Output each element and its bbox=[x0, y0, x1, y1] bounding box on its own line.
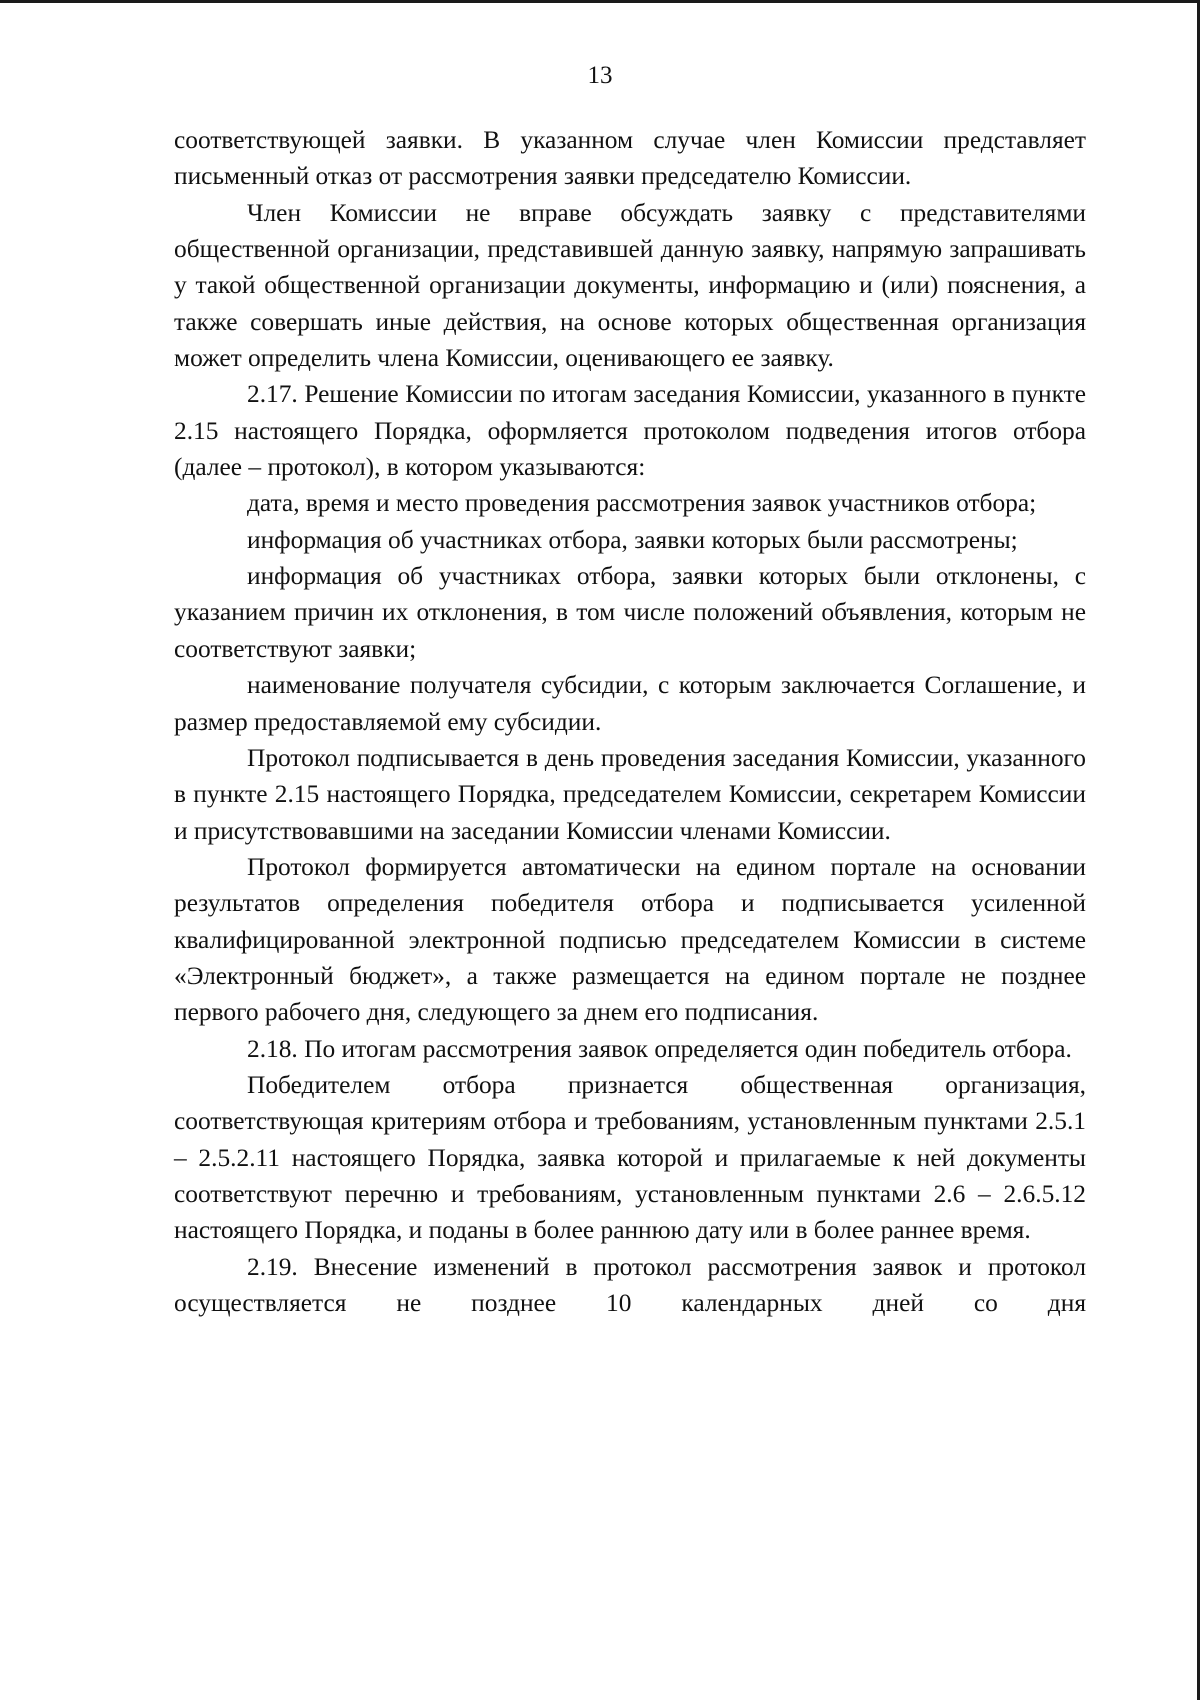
paragraph-2-17: 2.17. Решение Комиссии по итогам заседания Комиссии, указанного в пункте 2.15 настоящего Порядка, оформляется протоколом подведения итогов отбора (далее – протокол), в котором указываются: bbox=[174, 380, 1086, 482]
paragraph-member-restriction: Член Комиссии не вправе обсуждать заявку с представителями общественной организации, представившей данную заявку, напрямую запрашивать у такой общественной организации документы, информацию и (или) пояснения, а также совершать иные действия, на основе которых общественная организация может определить члена Комиссии, оценивающего ее заявку. bbox=[174, 198, 1086, 373]
list-item-recipient-name: наименование получателя субсидии, с которым заключается Соглашение, и размер предоставляемой ему субсидии. bbox=[174, 671, 1086, 736]
document-body bbox=[174, 122, 1086, 1321]
paragraph-2-18: 2.18. По итогам рассмотрения заявок определяется один победитель отбора. bbox=[247, 1034, 1072, 1063]
page-number: 13 bbox=[587, 62, 613, 89]
paragraph-2-19: 2.19. Внесение изменений в протокол рассмотрения заявок и протокол осуществляется не позднее 10 календарных дней со дня bbox=[174, 1252, 1086, 1317]
paragraph-continuation: соответствующей заявки. В указанном случае член Комиссии представляет письменный отказ от рассмотрения заявки председателю Комиссии. bbox=[174, 126, 1086, 191]
list-item-participants-reviewed: информация об участниках отбора, заявки которых были рассмотрены; bbox=[247, 525, 1018, 554]
scan-border-top bbox=[0, 0, 1200, 3]
paragraph-protocol-formation: Протокол формируется автоматически на едином портале на основании результатов определения победителя отбора и подписывается усиленной квалифицированной электронной подписью председателем Комиссии в системе «Электронный бюджет», а также размещается на едином портале не позднее первого рабочего дня, следующего за днем его подписания. bbox=[174, 852, 1086, 1027]
paragraph-winner-definition: Победителем отбора признается общественная организация, соответствующая критериям отбора и требованиям, установленным пунктами 2.5.1 – 2.5.2.11 настоящего Порядка, заявка которой и прилагаемые к ней документы соответствуют перечню и требованиям, установленным пунктами 2.6 – 2.6.5.12 настоящего Порядка, и поданы в более раннюю дату или в более раннее время. bbox=[174, 1070, 1086, 1245]
list-item-participants-rejected: информация об участниках отбора, заявки которых были отклонены, с указанием причин их отклонения, в том числе положений объявления, которым не соответствуют заявки; bbox=[174, 562, 1086, 663]
list-item-date-time-place: дата, время и место проведения рассмотрения заявок участников отбора; bbox=[247, 489, 1037, 518]
paragraph-protocol-signing: Протокол подписывается в день проведения заседания Комиссии, указанного в пункте 2.15 настоящего Порядка, председателем Комиссии, секретарем Комиссии и присутствовавшими на заседании Комиссии членами Комиссии. bbox=[174, 743, 1086, 845]
